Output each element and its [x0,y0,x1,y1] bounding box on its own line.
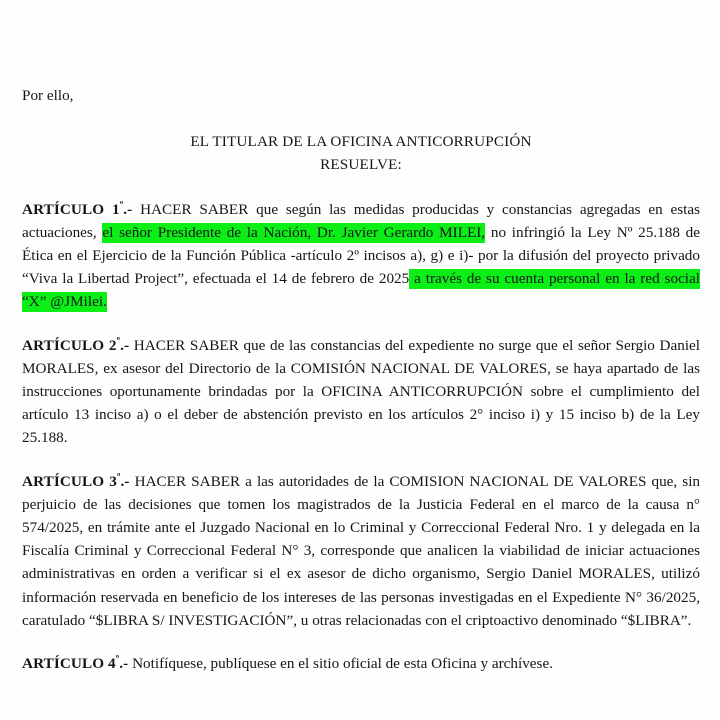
article-ordinal-mark: º [116,335,121,347]
article-text: no infringió la Ley Nº 25.188 de Ética en el Ejercicio de la Función Pública -artículo 2º incisos a), g) e i)- por la difusión del proyecto privado “Viva la Libertad Project”, efectuada el 14 de febrero de 2025 [22,223,700,288]
resolution-heading [22,130,700,176]
heading-authority-line: EL TITULAR DE LA OFICINA ANTICORRUPCIÓN [190,133,532,151]
article-ordinal-mark: º [115,654,120,665]
article-text: HACER SABER que según las medidas producidas y constancias agregadas en estas actuaciones, [22,200,700,241]
article-label: ARTÍCULO $4^º.-$ [22,654,129,673]
article-text: HACER SABER a las autoridades de la COMISION NACIONAL DE VALORES que, sin perjuicio de las decisiones que tomen los magistrados de la Justicia Federal en el marco de la causa n° 574/2025, en trámite ante el Juzgado Nacional en lo Criminal y Correccional Federal Nro. 1 y delegada en la Fiscalía Criminal y Correccional Federal N° 3, corresponde que analicen la viabilidad de iniciar actuaciones administrativas en orden a verificar si el ex asesor de dicho organismo, Sergio Daniel MORALES, utilizó información reservada en beneficio de los intereses de las personas investigadas en el Expediente N° 36/2025, caratulado “$LIBRA S/ INVESTIGACIÓN”, u otras relacionadas con el criptoactivo denominado “$LIBRA”. [22,472,701,629]
article-label: ARTÍCULO $1^º.-$ [22,199,133,218]
article-paragraph [22,652,700,675]
article-paragraph [22,198,700,314]
article-text: Notifíquese, publíquese en el sitio oficial de esta Oficina y archívese. [128,655,553,673]
heading-resolves-line: RESUELVE: [320,156,402,174]
lead-in-text: Por ello, [22,87,74,104]
article-text: HACER SABER que de las constancias del expediente no surge que el señor Sergio Daniel MORALES, ex asesor del Directorio de la COMISIÓN NACIONAL DE VALORES, se haya apartado de las instrucciones oportunamente brindadas por la OFICINA ANTICORRUPCIÓN sobre el cumplimiento del artículo 13 inciso a) o el deber de abstención previsto en los artículos 2° inciso i) y 15 inciso b) de la Ley 25.188. [22,336,700,447]
article-label: ARTÍCULO $3^º.-$ [22,471,130,490]
highlighted-text: el señor Presidente de la Nación, Dr. Javier Gerardo MILEI, [102,223,486,241]
article-ordinal-mark: º [116,471,121,483]
articles-container [22,198,700,676]
document-body [22,84,700,675]
article-paragraph [22,470,700,632]
article-paragraph [22,334,700,450]
highlighted-text: a través de su cuenta personal en la red social “X” @JMilei. [22,270,700,311]
article-ordinal-mark: º [119,199,124,211]
article-label: ARTÍCULO $2^º.-$ [22,335,130,354]
